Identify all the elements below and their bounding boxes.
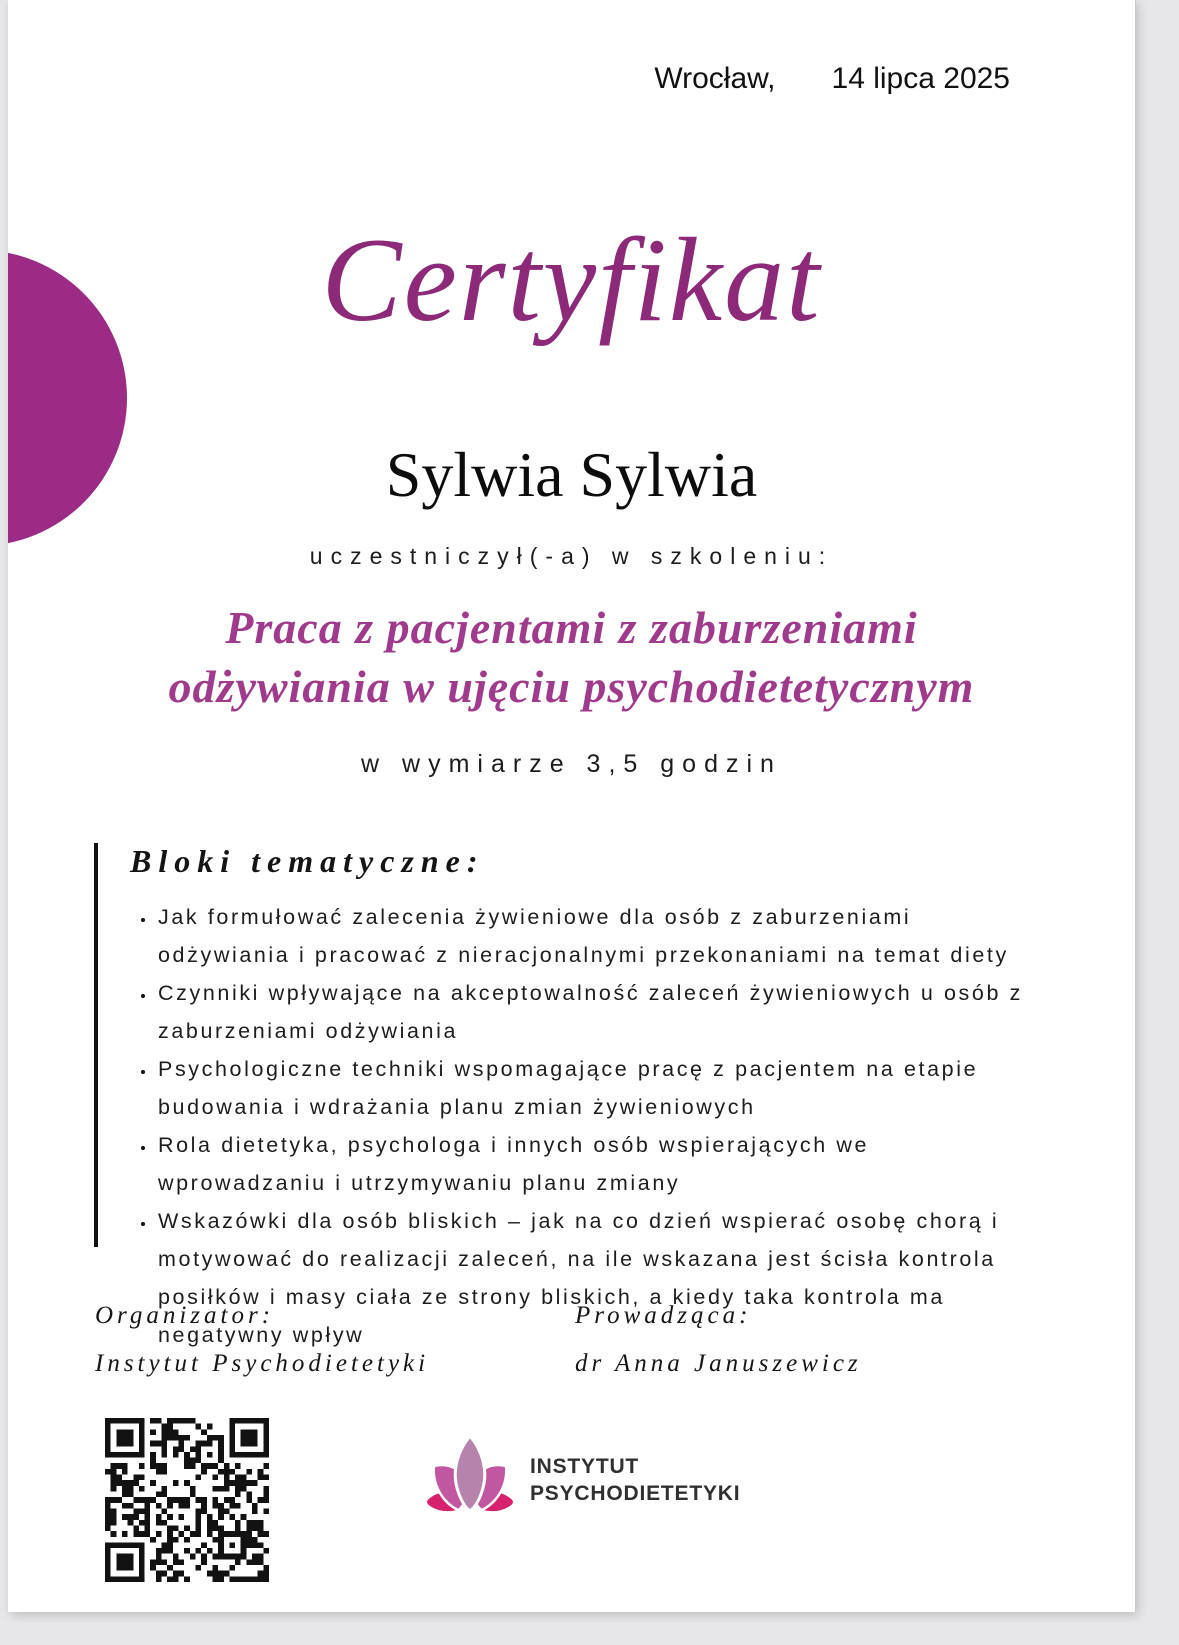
participation-line: uczestniczył(-a) w szkoleniu: [309, 543, 834, 569]
topics-heading: Bloki tematyczne: [130, 843, 485, 879]
topic-item: • Czynniki wpływające na akceptowalność zaleceń żywieniowych u osób z zaburzeniami odżywiania [156, 974, 1024, 1050]
organizer-block [95, 1302, 575, 1378]
leader-name: dr Anna Januszewicz [575, 1350, 862, 1377]
date-label: 14 lipca 2025 [831, 62, 1010, 95]
topics-list [132, 898, 1024, 1354]
topic-item: • Jak formułować zalecenia żywieniowe dla osób z zaburzeniami odżywiania i pracować z nieracjonalnymi przekonaniami na temat diety [156, 898, 1024, 974]
course-title-line2: odżywiania w ujęciu psychodietetycznym [168, 661, 975, 712]
course-title-line1: Praca z pacjentami z zaburzeniami [225, 602, 918, 653]
topics-vertical-rule [94, 843, 98, 1247]
topic-item: • Wskazówki dla osób bliskich – jak na co dzień wspierać osobę chorą i motywować do realizacji zaleceń, na ile wskazana jest ścisła kontrola posiłków i masy ciała ze strony bliskich, a kiedy taka kontrola ma negatywny wpływ [156, 1202, 1024, 1354]
course-title [8, 598, 1135, 716]
qr-code [105, 1418, 269, 1582]
organizer-label: Organizator: [95, 1302, 275, 1329]
logo-line2: PSYCHODIETETYKI [530, 1482, 741, 1505]
course-duration: w wymiarze 3,5 godzin [361, 750, 782, 778]
recipient-name: Sylwia Sylwia [385, 439, 758, 510]
institute-logo-text [530, 1453, 740, 1507]
topic-item: • Psychologiczne techniki wspomagające pracę z pacjentem na etapie budowania i wdrażania planu zmian żywieniowych [156, 1050, 1024, 1126]
city-label: Wrocław, [654, 62, 776, 95]
institute-logo [420, 1432, 740, 1528]
organizer-name: Instytut Psychodietetyki [95, 1350, 430, 1377]
place-and-date [654, 62, 1010, 96]
lotus-logo-icon [420, 1432, 520, 1528]
leader-label: Prowadząca: [575, 1302, 752, 1329]
certificate-title: Certyfikat [321, 213, 822, 346]
credits-row [95, 1302, 1055, 1378]
leader-block [575, 1302, 862, 1378]
topic-item: • Rola dietetyka, psychologa i innych osób wspierających we wprowadzaniu i utrzymywaniu planu zmiany [156, 1126, 1024, 1202]
logo-line1: INSTYTUT [530, 1455, 640, 1478]
certificate-page [8, 0, 1135, 1612]
